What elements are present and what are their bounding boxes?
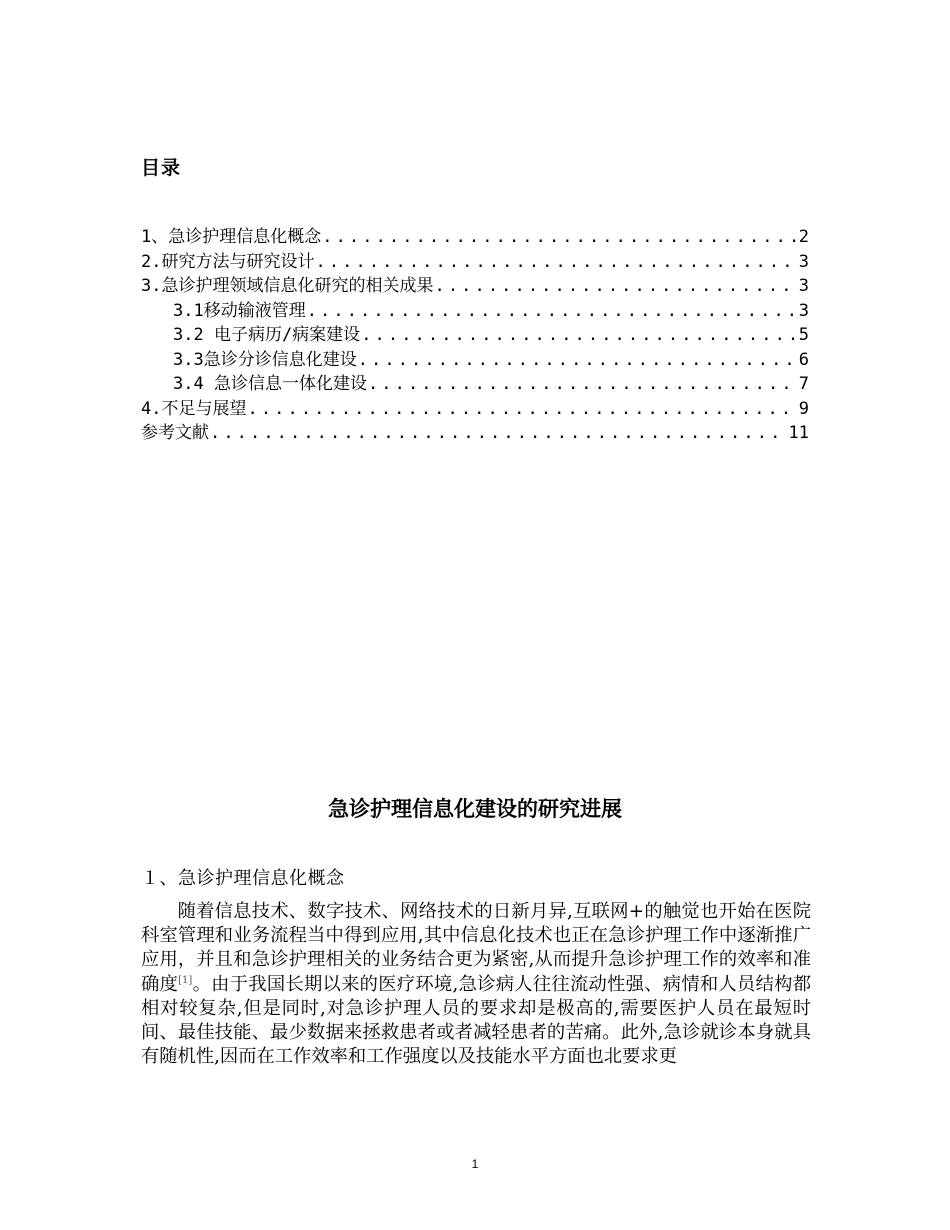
toc-entry-page: 11 [788,423,809,443]
toc-entry-title: 3.2 电子病历/病案建设 [173,325,361,345]
toc-entry [141,225,809,250]
toc-entry-title: 3.3急诊分诊信息化建设 [173,349,357,370]
toc-entry-title: 2.研究方法与研究设计 [141,251,315,272]
toc-dot-leader [361,323,796,348]
article-title: 急诊护理信息化建设的研究进展 [328,797,622,821]
toc-entry-page: 2 [798,227,809,247]
toc-entry-title: 3.1移动输液管理 [173,300,306,321]
toc-entry-page: 3 [798,251,809,272]
toc-heading: 目录 [141,157,182,179]
toc-dot-leader [434,274,795,299]
toc-entry-page: 5 [798,325,809,345]
toc-dot-leader [315,250,795,275]
citation-reference: [1] [178,974,193,986]
section-heading: １、急诊护理信息化概念 [141,868,345,889]
toc-entry [141,421,809,446]
toc-entry [141,397,809,422]
toc-entry-page: 3 [798,276,809,296]
table-of-contents [141,225,809,446]
toc-dot-leader [368,372,796,397]
toc-entry-title: 1、急诊护理信息化概念 [141,227,322,247]
toc-entry-page: 3 [798,300,809,321]
toc-entry [141,372,809,397]
toc-entry-title: 3.急诊护理领域信息化研究的相关成果 [141,276,434,296]
page-number: 1 [471,1157,479,1171]
toc-entry [141,348,809,373]
toc-entry [141,250,809,275]
toc-dot-leader [210,421,786,446]
toc-entry-page: 6 [798,349,809,370]
toc-entry-page: 7 [798,374,809,394]
toc-dot-leader [358,348,796,373]
toc-entry-title: 4.不足与展望 [141,398,247,419]
toc-dot-leader [247,397,795,422]
toc-dot-leader [307,299,796,324]
toc-entry [141,299,809,324]
toc-entry-page: 9 [798,398,809,419]
toc-entry [141,274,809,299]
toc-entry-title: 3.4 急诊信息一体化建设 [173,374,367,394]
toc-entry [141,323,809,348]
paragraph-text: 。由于我国长期以来的医疗环境,急诊病人往往流动性强、病情和人员结构都相对较复杂,但是同时,对急诊护理人员的要求却是极高的,需要医护人员在最短时间、最佳技能、最少数据来拯救患者或者减轻患者的苦痛。此外,急诊就诊本身就具有随机性,因而在工作效率和工作强度以及技能水平方面也北要求更 [141,973,812,1068]
toc-entry-title: 参考文献 [141,423,209,443]
body-paragraph [141,900,811,1069]
toc-dot-leader [322,225,796,250]
paragraph-text: 随着信息技术、数字技术、网络技术的日新月异,互联网+的触觉也开始在医院科室管理和业务流程当中得到应用,其中信息化技术也正在急诊护理工作中逐渐推广应用，并且和急诊护理相关的业务结合更为紧密,从而提升急诊护理工作的效率和准确度 [141,901,811,995]
